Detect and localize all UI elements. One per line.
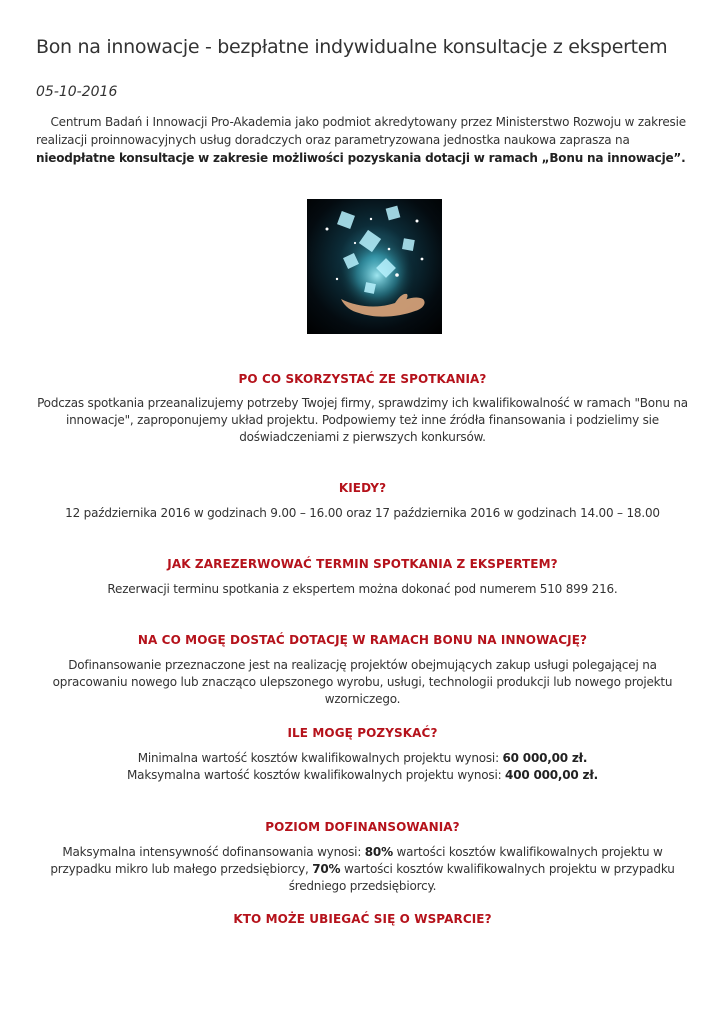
section-heading-who: KTO MOŻE UBIEGAĆ SIĘ O WSPARCIE? [233,912,492,926]
funding-percent-micro: 80% [364,845,393,859]
intro-text: Centrum Badań i Innowacji Pro-Akademia jako podmiot akredytowany przez Ministerstwo Rozwoju w zakresie realizacji proinnowacyjnych usług doradczych oraz parametryzowana jednostka naukowa zaprasza na [36,115,686,147]
max-value-text: Maksymalna wartość kosztów kwalifikowalnych projektu wynosi: [127,768,506,782]
funding-text-b: wartości kosztów kwalifikowalnych projektu w przypadku mikro lub małego przedsiębiorcy, [50,845,663,876]
section-heading-funding-level: POZIOM DOFINANSOWANIA? [265,820,460,834]
article-date: 05-10-2016 [36,84,118,100]
section-heading-why: PO CO SKORZYSTAĆ ZE SPOTKANIA? [238,372,487,386]
hand-with-glowing-cubes-image [307,199,442,334]
funding-percent-medium: 70% [312,862,341,876]
max-value-amount: 400 000,00 zł. [505,768,598,782]
section-text-when: 12 października 2016 w godzinach 9.00 – 16.00 oraz 17 października 2016 w godzinach 14.00 – 18.00 [65,506,660,520]
section-text-why: Podczas spotkania przeanalizujemy potrzeby Twojej firmy, sprawdzimy ich kwalifikowalność w ramach "Bonu na innowacje", zaproponujemy układ projektu. Podpowiemy też inne źródła finansowania i podzielimy sie doświadczeniami z pierwszych konkursów. [37,396,688,444]
funding-text-a: Maksymalna intensywność dofinansowania wynosi: [62,845,365,859]
min-value-amount: 60 000,00 zł. [502,751,588,765]
section-heading-what-for: NA CO MOGĘ DOSTAĆ DOTACJĘ W RAMACH BONU NA INNOWACJĘ? [137,633,588,647]
article-title: Bon na innowacje - bezpłatne indywidualne konsultacje z ekspertem [36,36,668,58]
section-text-funding-level [36,844,689,895]
funding-text-c: wartości kosztów kwalifikowalnych projektu w przypadku średniego przedsiębiorcy. [288,862,675,893]
intro-paragraph [36,113,692,167]
min-value-text: Minimalna wartość kosztów kwalifikowalnych projektu wynosi: [137,751,503,765]
section-heading-when: KIEDY? [338,481,387,495]
section-text-how-much [36,750,689,784]
section-heading-booking: JAK ZAREZERWOWAĆ TERMIN SPOTKANIA Z EKSPERTEM? [167,557,558,571]
section-text-what-for: Dofinansowanie przeznaczone jest na realizację projektów obejmujących zakup usługi polegającej na opracowaniu nowego lub znacząco ulepszonego wyrobu, usługi, technologii produkcji lub nowego projektu wzorniczego. [52,658,673,706]
intro-bold-text: nieodpłatne konsultacje w zakresie możliwości pozyskania dotacji w ramach „Bonu na innowacje”. [36,151,686,165]
section-text-booking: Rezerwacji terminu spotkania z ekspertem można dokonać pod numerem 510 899 216. [107,582,618,596]
section-heading-how-much: ILE MOGĘ POZYSKAĆ? [287,726,438,740]
